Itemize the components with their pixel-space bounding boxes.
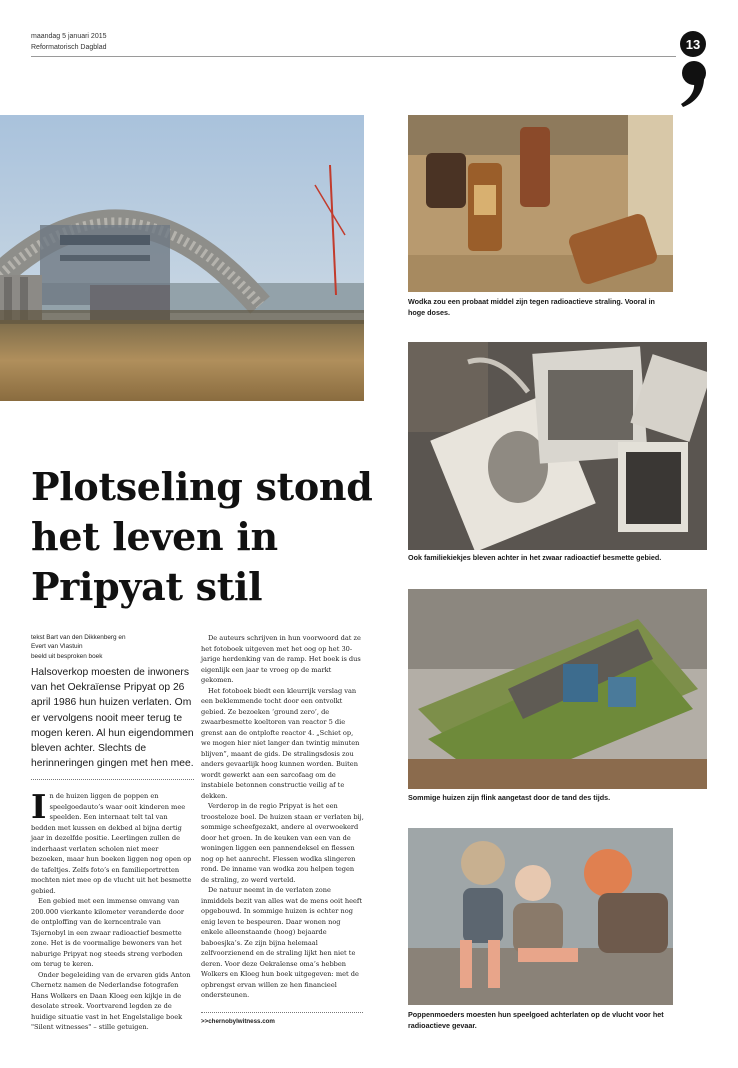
credits-line: Evert van Vlastuin [31,643,83,651]
photo-vodka-bottles [408,115,673,292]
paragraph: De natuur neemt in de verlaten zone inmiddels bezit van alles wat de mens ooit heeft opgebouwd. In sommige huizen is echter nog enig leven te bespeuren. Daar wonen nog enkele alleenstaande (hoog) bejaarde baboesjka’s. Ze zijn bijna helemaal zelfvoorzienend en de straling lijkt hen niet te deren. Voor deze Oekraïense oma’s hebben Wolkers en Kloeg hun boek uitgegeven: met de opbrengst ervan willen ze hen financieel ondersteunen. [201,886,362,999]
caption-decaying-house: Sommige huizen zijn flink aangetast door de tand des tijds. [408,793,611,802]
comma-logo-icon [677,58,709,108]
article-headline: Plotseling stond het leven in Pripyat stil [31,464,373,609]
caption-vodka: Wodka zou een probaat middel zijn tegen radioactieve straling. Vooral in hoge doses. [408,297,655,317]
paragraph: Verderop in de regio Pripyat is het een troosteloze boel. De huizen staan er verlaten bij, sommige scheefgezakt, andere al overwoekerd door het groen. In de keuken van een van de woningen liggen een pannendeksel en flessen nog op het aanrecht. Flessen wodka slingeren rond. De inname van wodka zou helpen tegen de straling, zo werd verteld. [201,802,364,884]
caption-family-pictures: Ook familiekiekjes bleven achter in het zwaar radioactief besmette gebied. [408,553,662,562]
article-column-1 [31,787,193,1033]
paragraph: Onder begeleiding van de ervaren gids Anton Chernetz namen de Nederlandse fotografen Hans Wolkers en Daan Kloeg een kijkje in de desolate streek. Voortvarend legden ze de huidige situatie vast in het Engelstalige boek "Silent witnesses" – stille getuigen. [31,970,191,1031]
caption-dolls: Poppenmoeders moesten hun speelgoed achterlaten op de vlucht voor het radioactieve gevaar. [408,1010,664,1030]
website-link[interactable]: >>chernobylwitness.com [201,1018,275,1025]
article-column-2 [201,633,364,1001]
paragraph: De auteurs schrijven in hun voorwoord dat ze het fotoboek uitgeven met het oog op het 30-jarige herdenking van de ramp. Het boek is dus eigenlijk een jaar te vroeg op de markt gekomen. [201,634,361,684]
intro-divider [31,779,194,780]
header-divider [31,56,676,57]
paragraph: In de huizen liggen de poppen en speelgoedauto’s waar ooit kinderen mee speelden. Een internaat telt tal van bedden met kussen en dekbed al bijna dertig jaar in dezelfde positie. Leerlingen zullen de inderhaast verlaten scholen niet meer bezoeken, maar hun boeken liggen nog open op de tafeltjes. Zelfs foto’s en familieportretten mochten niet mee op de vlucht uit het besmette gebied. [31,787,192,895]
credits-line: tekst Bart van den Dikkenberg en [31,634,126,641]
photo-dolls [408,828,673,1005]
drop-cap: I [31,787,47,826]
header-date: maandag 5 januari 2015 [31,33,107,40]
article-credits [31,633,191,661]
header-paper-name: Reformatorisch Dagblad [31,44,107,51]
photo-family-pictures [408,342,707,550]
link-divider [201,1012,363,1013]
photo-decaying-house [408,589,707,789]
page-number-badge: 13 [680,31,706,57]
article-intro: Halsoverkop moesten de inwoners van het Oekraïense Pripyat op 26 april 1986 hun huizen verlaten. Om er vervolgens nooit meer terug te mogen keren. Al hun eigendommen bleven achter. Slechts de herinneringen gingen met hen mee. [31,667,194,770]
paragraph: Het fotoboek biedt een kleurrijk verslag van een beklemmende tocht door een ontvolkt gebied. Ze bezoeken ‘ground zero’, de zwaarbesmette koeltoren van reactor 5 die grenst aan de ontplofte reactor 4. „Schiet op, we mogen hier niet langer dan twintig minuten blijven”, maant de gids. De stralingsdosis zou anders gevaarlijk hoog kunnen worden. Buiten wordt gewerkt aan een sarcofaag om de instabiele betonnen constructie veilig af te dekken. [201,686,360,800]
credits-line: beeld uit besproken boek [31,652,103,660]
photo-sarcophagus [0,115,364,401]
paragraph: Een gebied met een immense omvang van 200.000 vierkante kilometer veranderde door de ontploffing van de kerncentrale van Tsjernobyl in een zwaar radioactief besmette zone. Het is de voormalige bewoners van het naburige Pripyat nog steeds streng verboden om terug te keren. [31,897,184,968]
